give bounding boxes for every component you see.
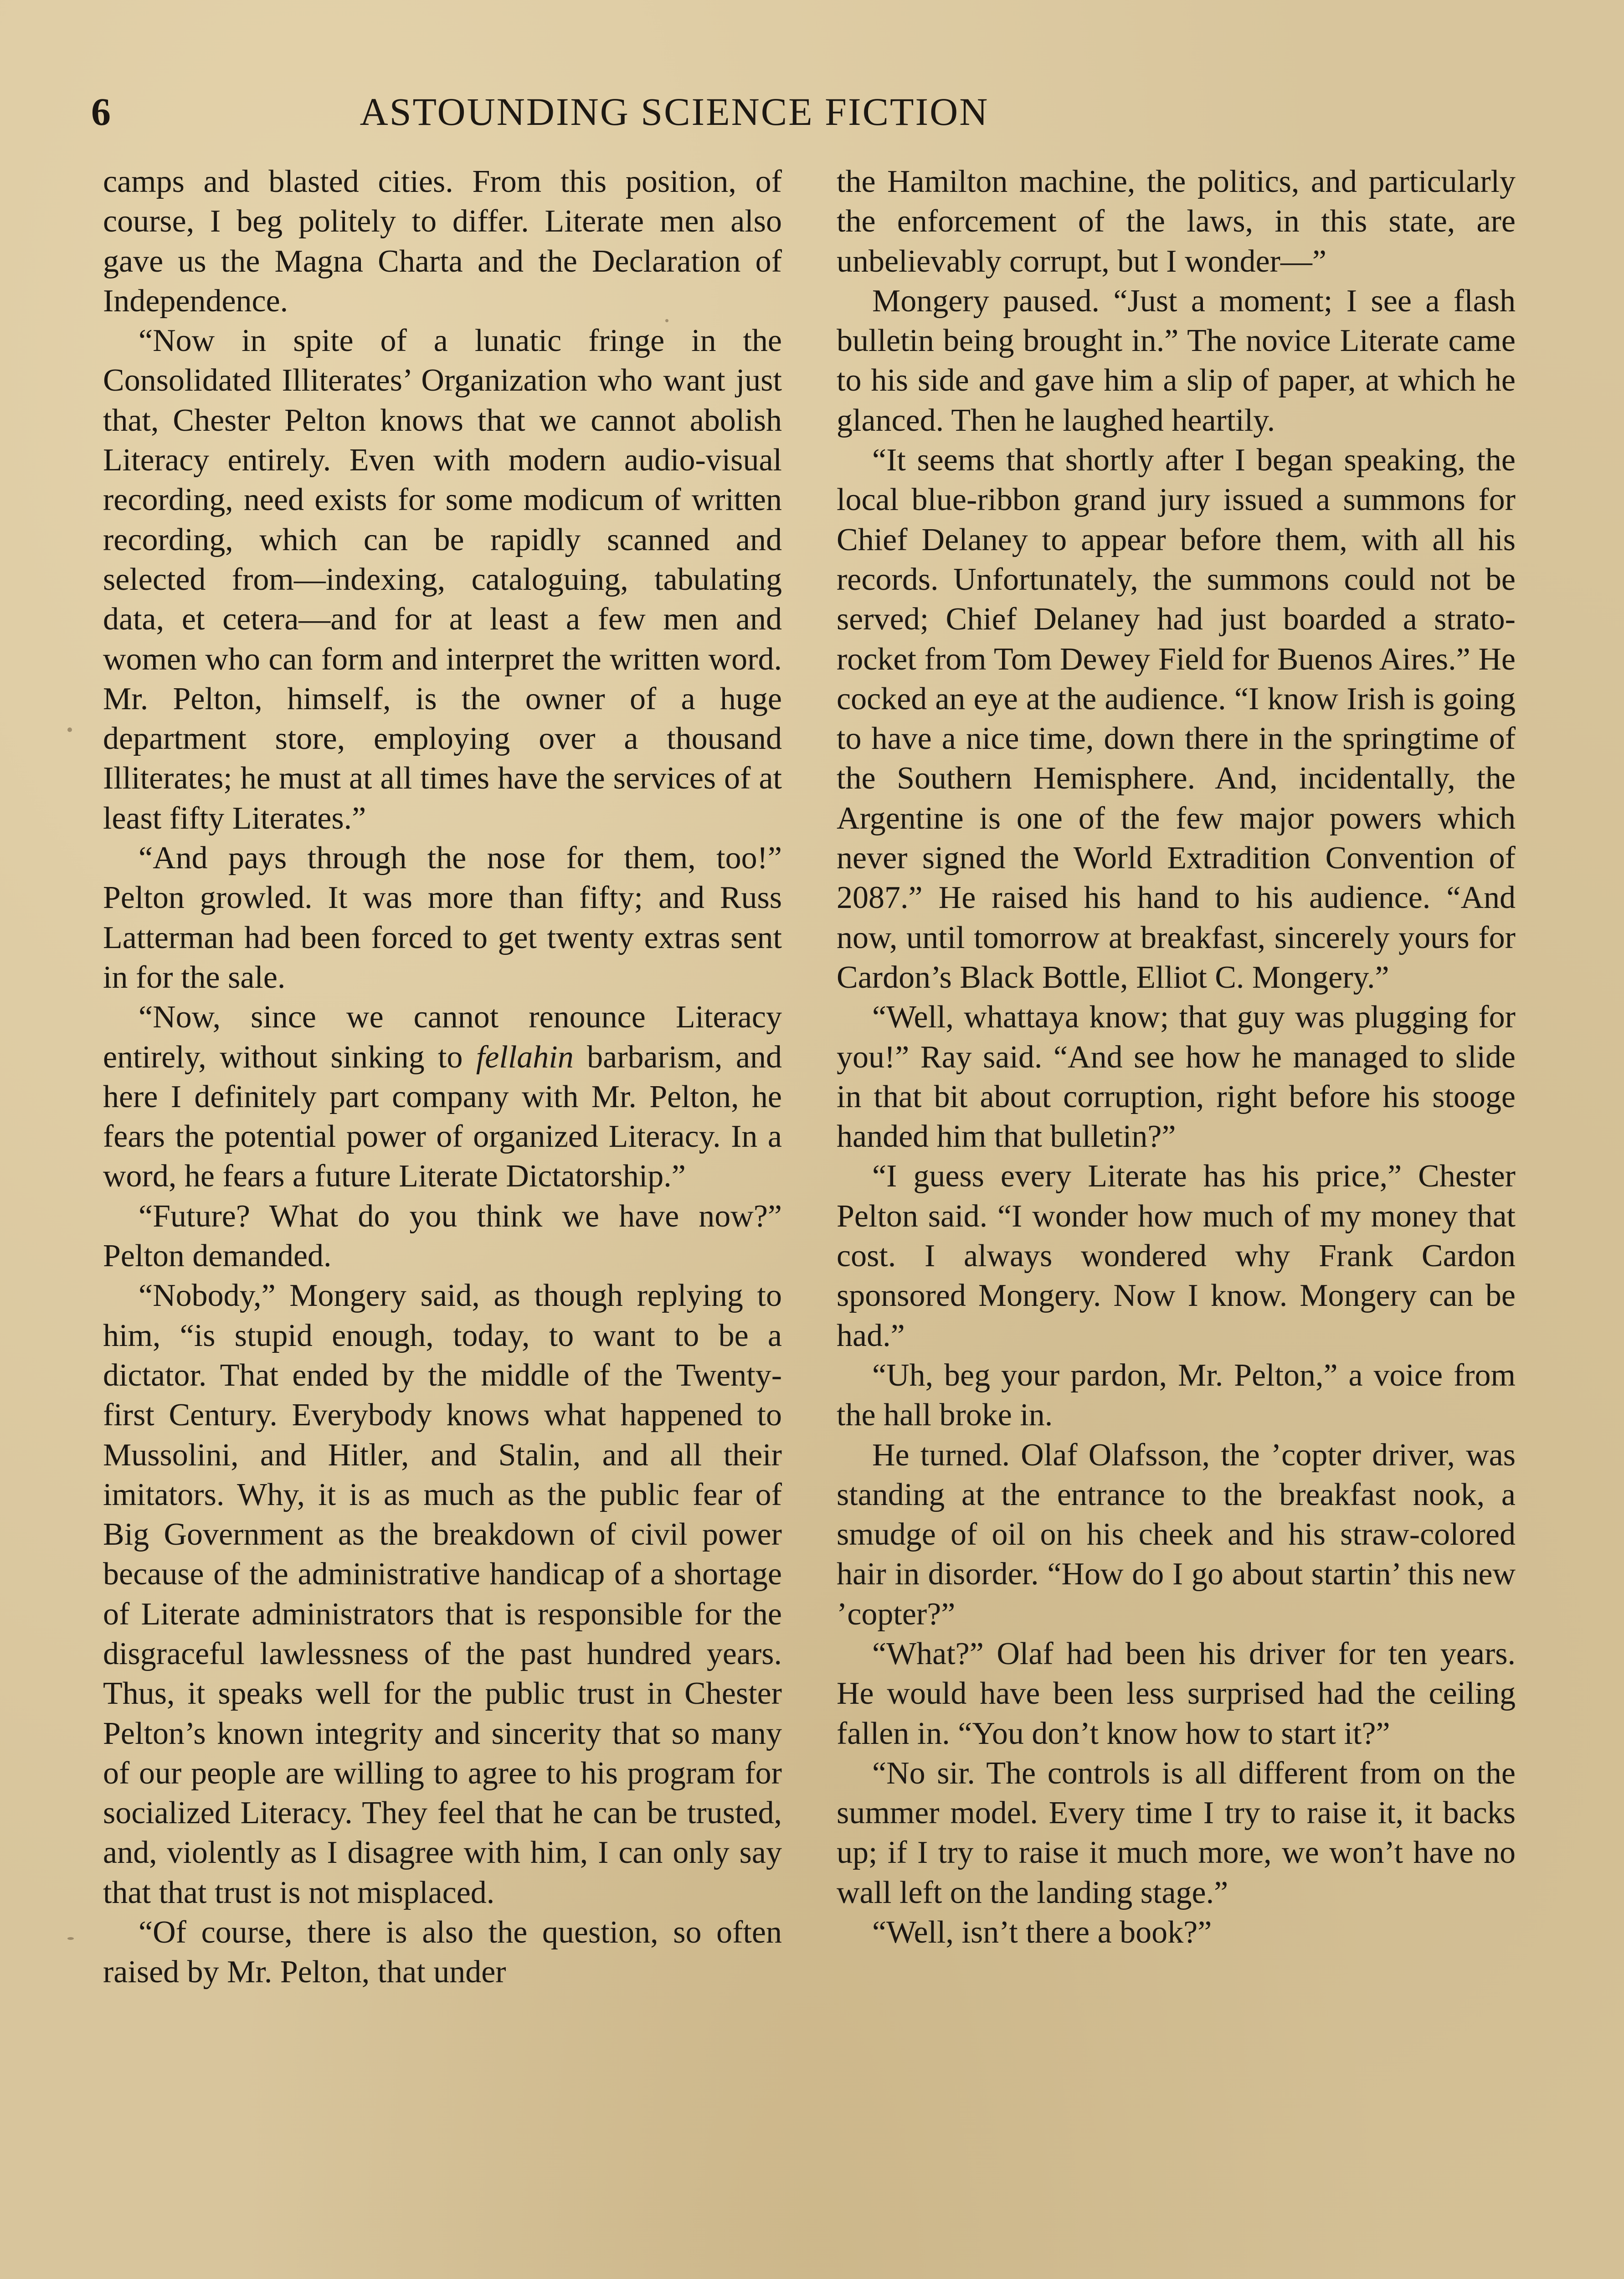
paragraph: “No sir. The controls is all different from on the summer model. Every time I try to raise it, it backs up; if I try to raise it much more, we won’t have no wall left on the landing stage.” <box>837 1755 1516 1910</box>
paragraph: “Now in spite of a lunatic fringe in the Consolidated Illiterates’ Organization who want just that, Chester Pelton knows that we cannot abolish Literacy entirely. Even with modern audio-visual recording, need exists for some modicum of written recording, which can be rapidly scanned and selected from—indexing, cataloguing, tabulating data, et cetera—and for at least a few men and women who can form and interpret the written word. Mr. Pelton, himself, is the owner of a huge department store, employing over a thousand Illiterates; he must at all times have the services of at least fifty Literates.” <box>103 323 782 836</box>
paragraph: “I guess every Literate has his price,” Chester Pelton said. “I wonder how much of my money that cost. I always wondered why Frank Cardon sponsored Mongery. Now I know. Mongery can be had.” <box>837 1159 1516 1353</box>
paragraph-text: barbarism, and here I definitely part company with Mr. Pelton, he fears the potential power of organized Literacy. In a word, he fears a future Literate Dictatorship.” <box>103 1039 782 1194</box>
left-column <box>103 162 782 1992</box>
paragraph <box>103 997 782 1196</box>
paragraph: “Future? What do you think we have now?” Pelton demanded. <box>103 1198 782 1274</box>
paper-speck <box>665 319 668 322</box>
paragraph: “It seems that shortly after I began speaking, the local blue-ribbon grand jury issued a summons for Chief Delaney to appear before them, with all his records. Unfortunately, the summons could not be served; Chief Delaney had just boarded a strato-rocket from Tom Dewey Field for Buenos Aires.” He cocked an eye at the audience. “I know Irish is going to have a nice time, down there in the springtime of the Southern Hemisphere. And, incidentally, the Argentine is one of the few major powers which never signed the World Extradition Convention of 2087.” He raised his hand to his audience. “And now, until tomorrow at breakfast, sincerely yours for Cardon’s Black Bottle, Elliot C. Mongery.” <box>837 443 1516 995</box>
italic-word: fellahin <box>476 1039 574 1075</box>
paragraph: “Nobody,” Mongery said, as though replying to him, “is stupid enough, today, to want to be a dictator. That ended by the middle of the Twenty-first Century. Everybody knows what happened to Mussolini, and Hitler, and Stalin, and all their imitators. Why, it is as much as the public fear of Big Government as the breakdown of civil power because of the administrative handicap of a shortage of Literate administrators that is responsible for the disgraceful lawlessness of the past hundred years. Thus, it speaks well for the public trust in Chester Pelton’s known integrity and sincerity that so many of our people are willing to agree to his program for socialized Literacy. They feel that he can be trusted, and, violently as I disagree with him, I can only say that that trust is not misplaced. <box>103 1278 782 1910</box>
paragraph: “What?” Olaf had been his driver for ten years. He would have been less surprised had the ceiling fallen in. “You don’t know how to start it?” <box>837 1636 1516 1751</box>
magazine-title: ASTOUNDING SCIENCE FICTION <box>360 90 989 134</box>
paragraph: He turned. Olaf Olafsson, the ’copter driver, was standing at the entrance to the breakfast nook, a smudge of oil on his cheek and his straw-colored hair in disorder. “How do I go about startin’ this new ’copter?” <box>837 1437 1516 1632</box>
running-head <box>91 87 1258 141</box>
paragraph: “Well, isn’t there a book?” <box>872 1915 1212 1950</box>
paragraph: “And pays through the nose for them, too!” Pelton growled. It was more than fifty; and Russ Latterman had been forced to get twenty extras sent in for the sale. <box>103 840 782 995</box>
right-column <box>837 162 1516 1952</box>
paragraph-text: “Now, since we cannot renounce Literacy entirely, without sinking to <box>103 1000 782 1075</box>
paragraph: the Hamilton machine, the politics, and particularly the enforcement of the laws, in this state, are unbelievably corrupt, but I wonder—” <box>837 164 1516 279</box>
page-number: 6 <box>91 90 111 134</box>
paragraph: Mongery paused. “Just a moment; I see a flash bulletin being brought in.” The novice Literate came to his side and gave him a slip of paper, at which he glanced. Then he laughed heartily. <box>837 283 1516 438</box>
paragraph: “Uh, beg your pardon, Mr. Pelton,” a voice from the hall broke in. <box>837 1357 1516 1433</box>
paragraph: camps and blasted cities. From this position, of course, I beg politely to differ. Literate men also gave us the Magna Charta and the Declaration of Independence. <box>103 164 782 319</box>
paper-speck <box>67 1937 74 1940</box>
paper-speck <box>67 727 72 732</box>
paragraph: “Well, whattaya know; that guy was plugging for you!” Ray said. “And see how he managed to slide in that bit about corruption, right before his stooge handed him that bulletin?” <box>837 1000 1516 1155</box>
paragraph: “Of course, there is also the question, so often raised by Mr. Pelton, that under <box>103 1915 782 1990</box>
